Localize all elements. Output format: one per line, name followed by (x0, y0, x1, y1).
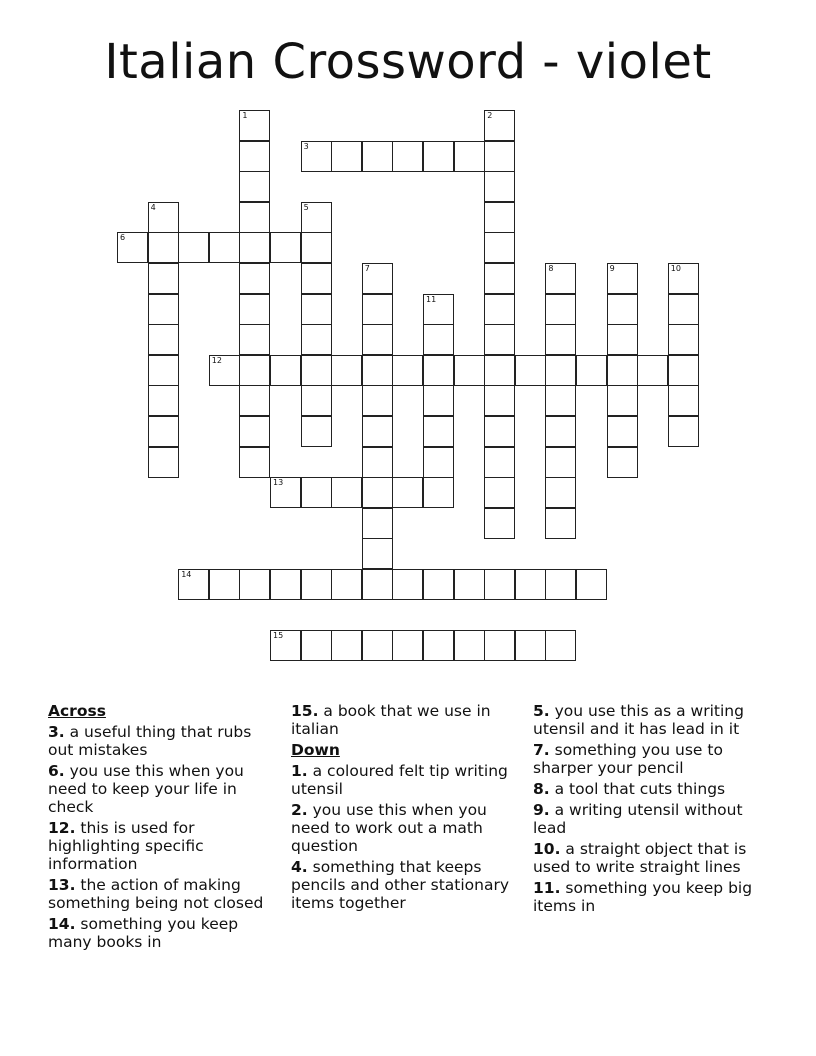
grid-cell[interactable] (362, 385, 393, 416)
grid-cell[interactable] (515, 630, 546, 661)
grid-cell[interactable] (239, 355, 270, 386)
grid-cell[interactable] (484, 232, 515, 263)
grid-cell[interactable] (423, 416, 454, 447)
grid-cell[interactable] (545, 447, 576, 478)
clue-across-15: 15. a book that we use in italian (291, 702, 491, 738)
clue-across-3: 3. a useful thing that rubs out mistakes (48, 723, 252, 759)
grid-cell[interactable] (392, 569, 423, 600)
grid-cell[interactable] (423, 447, 454, 478)
grid-cell[interactable] (331, 630, 362, 661)
clue-down-9: 9. a writing utensil without lead (533, 801, 743, 837)
grid-cell[interactable] (484, 355, 515, 386)
grid-cell[interactable] (545, 569, 576, 600)
grid-cell[interactable] (484, 324, 515, 355)
grid-cell[interactable] (392, 355, 423, 386)
grid-cell[interactable] (362, 447, 393, 478)
clue-across-6: 6. you use this when you need to keep your life in check (48, 762, 244, 816)
grid-cell[interactable] (484, 477, 515, 508)
grid-cell[interactable] (484, 141, 515, 172)
grid-cell[interactable] (668, 416, 699, 447)
grid-cell[interactable] (301, 294, 332, 325)
grid-cell[interactable] (454, 569, 485, 600)
grid-cell[interactable] (545, 263, 576, 294)
grid-cell[interactable] (454, 630, 485, 661)
grid-cell[interactable] (423, 355, 454, 386)
across-heading: Across (48, 702, 106, 720)
grid-cell[interactable] (423, 385, 454, 416)
clue-number-label: 7 (364, 264, 370, 273)
grid-cell[interactable] (668, 385, 699, 416)
clue-number-label: 9 (609, 264, 615, 273)
grid-cell[interactable] (392, 141, 423, 172)
clue-number-label: 10 (670, 264, 681, 273)
clues-column-1 (48, 702, 278, 954)
grid-cell[interactable] (270, 355, 301, 386)
grid-cell[interactable] (362, 477, 393, 508)
clue-number-label: 5 (303, 202, 309, 212)
grid-cell[interactable] (454, 355, 485, 386)
clue-across-12: 12. this is used for highlighting specific information (48, 819, 204, 873)
grid-cell[interactable] (178, 232, 209, 263)
grid-cell[interactable] (484, 294, 515, 325)
grid-cell[interactable] (362, 141, 393, 172)
grid-cell[interactable] (209, 232, 240, 263)
clue-down-1: 1. a coloured felt tip writing utensil (291, 762, 508, 798)
grid-cell[interactable] (148, 385, 179, 416)
grid-cell[interactable] (362, 538, 393, 569)
grid-cell[interactable] (545, 294, 576, 325)
grid-cell[interactable] (331, 569, 362, 600)
grid-cell[interactable] (484, 508, 515, 539)
clue-number-label: 1 (242, 111, 248, 120)
grid-cell[interactable] (239, 385, 270, 416)
grid-cell[interactable] (331, 355, 362, 386)
grid-cell[interactable] (148, 263, 179, 294)
grid-cell[interactable] (209, 569, 240, 600)
clue-across-13: 13. the action of making something being not closed (48, 876, 264, 912)
grid-cell[interactable] (239, 447, 270, 478)
clue-number-label: 14 (181, 570, 192, 579)
grid-cell[interactable] (362, 263, 393, 294)
grid-cell[interactable] (668, 355, 699, 386)
clue-down-10: 10. a straight object that is used to write straight lines (533, 840, 747, 876)
grid-cell[interactable] (239, 202, 270, 233)
grid-cell[interactable] (239, 263, 270, 294)
grid-cell[interactable] (270, 630, 301, 661)
clue-down-2: 2. you use this when you need to work out a math question (291, 801, 487, 855)
grid-cell[interactable] (301, 385, 332, 416)
grid-cell[interactable] (239, 416, 270, 447)
grid-cell[interactable] (117, 232, 148, 263)
grid-cell[interactable] (178, 569, 209, 600)
grid-cell[interactable] (484, 416, 515, 447)
grid-cell[interactable] (392, 630, 423, 661)
clue-down-5: 5. you use this as a writing utensil and it has lead in it (533, 702, 744, 738)
clue-across-14: 14. something you keep many books in (48, 915, 239, 951)
grid-cell[interactable] (484, 110, 515, 141)
grid-cell[interactable] (148, 324, 179, 355)
grid-cell[interactable] (301, 202, 332, 233)
grid-cell[interactable] (423, 294, 454, 325)
grid-cell[interactable] (607, 263, 638, 294)
grid-cell[interactable] (423, 141, 454, 172)
grid-cell[interactable] (423, 477, 454, 508)
clues-column-3 (533, 702, 758, 918)
grid-cell[interactable] (576, 569, 607, 600)
grid-cell[interactable] (545, 355, 576, 386)
grid-cell[interactable] (423, 324, 454, 355)
grid-cell[interactable] (148, 294, 179, 325)
grid-cell[interactable] (239, 569, 270, 600)
grid-cell[interactable] (362, 416, 393, 447)
grid-cell[interactable] (331, 477, 362, 508)
grid-cell[interactable] (301, 416, 332, 447)
grid-cell[interactable] (423, 630, 454, 661)
grid-cell[interactable] (301, 324, 332, 355)
grid-cell[interactable] (545, 385, 576, 416)
grid-cell[interactable] (209, 355, 240, 386)
grid-cell[interactable] (484, 569, 515, 600)
grid-cell[interactable] (607, 447, 638, 478)
clues-column-2 (291, 702, 523, 915)
grid-cell[interactable] (270, 477, 301, 508)
grid-cell[interactable] (545, 416, 576, 447)
grid-cell[interactable] (637, 355, 668, 386)
grid-cell[interactable] (239, 324, 270, 355)
clue-down-7: 7. something you use to sharper your pencil (533, 741, 723, 777)
grid-cell[interactable] (607, 385, 638, 416)
clue-down-8: 8. a tool that cuts things (533, 780, 726, 798)
grid-cell[interactable] (148, 447, 179, 478)
grid-cell[interactable] (484, 263, 515, 294)
grid-cell[interactable] (148, 232, 179, 263)
grid-cell[interactable] (576, 355, 607, 386)
grid-cell[interactable] (301, 141, 332, 172)
grid-cell[interactable] (301, 630, 332, 661)
clue-number-label: 3 (303, 141, 309, 151)
grid-cell[interactable] (362, 294, 393, 325)
grid-cell[interactable] (301, 477, 332, 508)
clue-down-11: 11. something you keep big items in (533, 879, 753, 915)
grid-cell[interactable] (545, 324, 576, 355)
grid-cell[interactable] (484, 447, 515, 478)
grid-cell[interactable] (239, 232, 270, 263)
grid-cell[interactable] (607, 355, 638, 386)
grid-cell[interactable] (148, 416, 179, 447)
clue-number-label: 4 (150, 202, 156, 212)
grid-cell[interactable] (362, 508, 393, 539)
clue-number-label: 13 (273, 478, 284, 488)
grid-cell[interactable] (515, 355, 546, 386)
grid-cell[interactable] (668, 294, 699, 325)
grid-cell[interactable] (301, 263, 332, 294)
clue-number-label: 8 (548, 264, 554, 273)
clue-number-label: 6 (120, 233, 126, 243)
grid-cell[interactable] (301, 232, 332, 263)
clue-number-label: 11 (426, 294, 437, 304)
grid-cell[interactable] (301, 355, 332, 386)
grid-cell[interactable] (239, 110, 270, 141)
grid-cell[interactable] (362, 355, 393, 386)
grid-cell[interactable] (270, 232, 301, 263)
clue-down-4: 4. something that keeps pencils and other stationary items together (291, 858, 510, 912)
grid-cell[interactable] (301, 569, 332, 600)
grid-cell[interactable] (607, 416, 638, 447)
grid-cell[interactable] (423, 569, 454, 600)
grid-cell[interactable] (148, 355, 179, 386)
grid-cell[interactable] (362, 324, 393, 355)
grid-cell[interactable] (545, 477, 576, 508)
grid-cell[interactable] (239, 141, 270, 172)
grid-cell[interactable] (148, 202, 179, 233)
page-title: Italian Crossword - violet (104, 34, 712, 90)
clue-number-label: 15 (273, 631, 284, 641)
grid-cell[interactable] (362, 569, 393, 600)
grid-cell[interactable] (331, 141, 362, 172)
grid-cell[interactable] (392, 477, 423, 508)
grid-cell[interactable] (484, 385, 515, 416)
grid-cell[interactable] (668, 263, 699, 294)
grid-cell[interactable] (484, 202, 515, 233)
down-heading: Down (291, 741, 340, 759)
clue-number-label: 12 (211, 355, 222, 365)
grid-cell[interactable] (484, 171, 515, 202)
grid-cell[interactable] (239, 294, 270, 325)
clue-number-label: 2 (487, 111, 493, 120)
grid-cell[interactable] (545, 508, 576, 539)
grid-cell[interactable] (668, 324, 699, 355)
grid-cell[interactable] (454, 141, 485, 172)
grid-cell[interactable] (484, 630, 515, 661)
grid-cell[interactable] (607, 294, 638, 325)
grid-cell[interactable] (270, 569, 301, 600)
grid-cell[interactable] (545, 630, 576, 661)
grid-cell[interactable] (362, 630, 393, 661)
grid-cell[interactable] (607, 324, 638, 355)
grid-cell[interactable] (515, 569, 546, 600)
grid-cell[interactable] (239, 171, 270, 202)
